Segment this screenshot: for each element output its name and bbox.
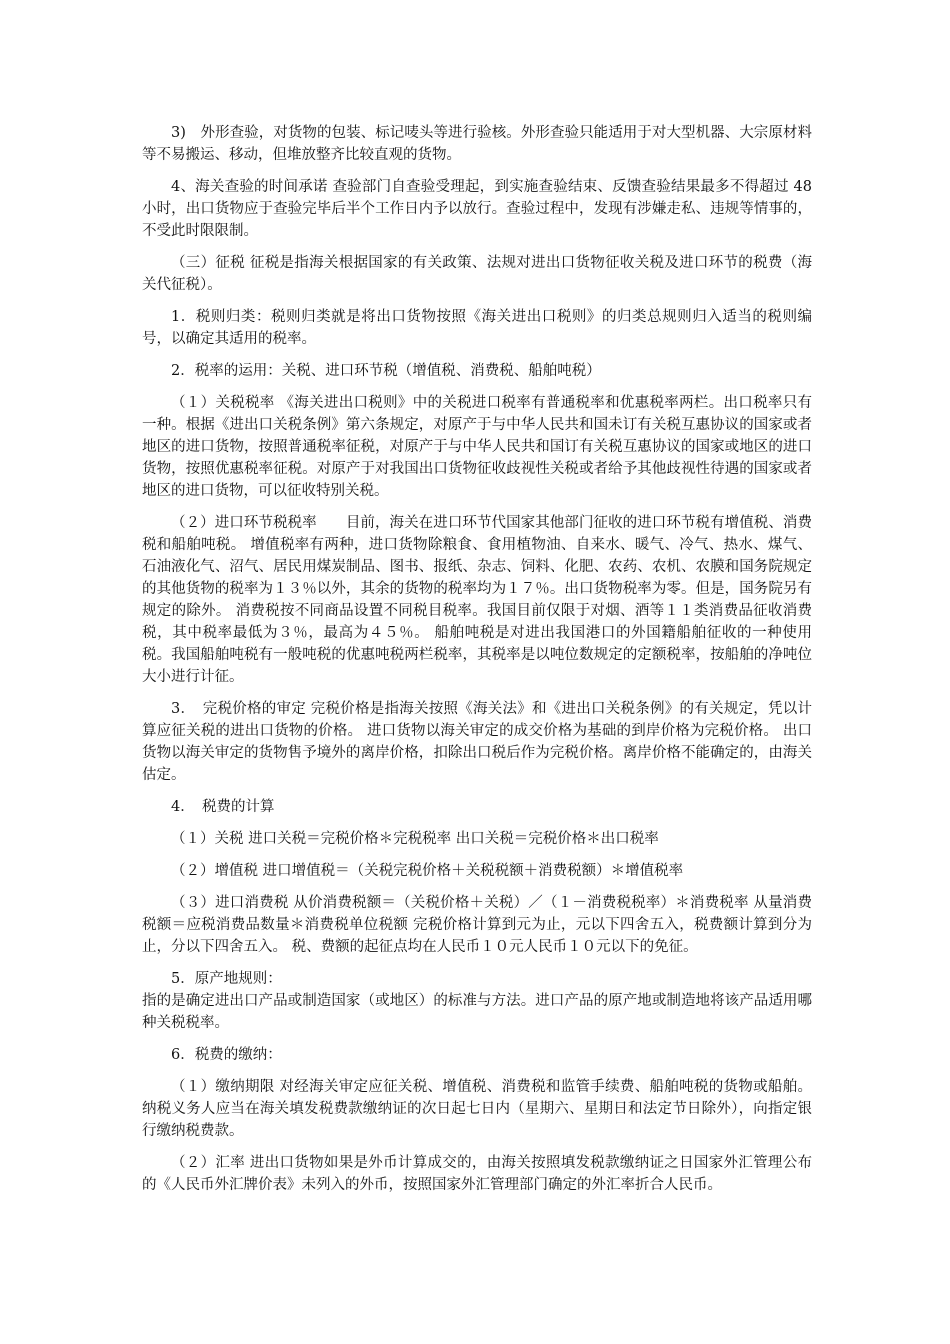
- paragraph-tax-payment-heading: 6．税费的缴纳：: [171, 1047, 282, 1063]
- paragraph-rules-of-origin: 指的是确定进出口产品或制造国家（或地区）的标准与方法。进口产品的原产地或制造地将该产品适用哪种关税税率。: [142, 993, 812, 1031]
- paragraph-tariff-rate: （１）关税税率 《海关进出口税则》中的关税进口税率有普通税率和优惠税率两栏。出口税率只有一种。根据《进出口关税条例》第六条规定，对原产于与中华人民共和国未订有关税互惠协议的国家或者地区的进口货物，按照普通税率征税，对原产于与中华人民共和国订有关税互惠协议的国家或地区的进口货物，按照优惠税率征税。对原产于对我国出口货物征收歧视性关税或者给予其他歧视性待遇的国家或者地区的进口货物，可以征收特别关税。: [142, 395, 812, 499]
- paragraph-tax-calculation-heading: 4． 税费的计算: [171, 799, 275, 815]
- paragraph-inspection-time: 4、海关查验的时间承诺 查验部门自查验受理起，到实施查验结束、反馈查验结果最多不得超过 48 小时，出口货物应于查验完毕后半个工作日内予以放行。查验过程中，发现有涉嫌走私、违规等情事的，不受此时限限制。: [142, 179, 812, 239]
- paragraph-appearance-inspection: 3) 外形查验，对货物的包装、标记唛头等进行验核。外形查验只能适用于对大型机器、大宗原材料等不易搬运、移动，但堆放整齐比较直观的货物。: [142, 125, 812, 163]
- paragraph-exchange-rate: （２）汇率 进出口货物如果是外币计算成交的，由海关按照填发税款缴纳证之日国家外汇管理公布的《人民币外汇牌价表》未列入的外币，按照国家外汇管理部门确定的外汇率折合人民币。: [142, 1155, 812, 1193]
- paragraph-consumption-tax-formula: （３）进口消费税 从价消费税额＝（关税价格＋关税）／（１－消费税税率）＊消费税率 从量消费税额＝应税消费品数量＊消费税单位税额 完税价格计算到元为止，元以下四舍五入，税费额计算到分为止，分以下四舍五入。 税、费额的起征点均在人民币１０元人民币１０元以下的免征。: [142, 895, 812, 955]
- paragraph-taxation-heading: （三）征税 征税是指海关根据国家的有关政策、法规对进出口货物征收关税及进口环节的税费（海关代征税）。: [142, 255, 812, 293]
- paragraph-rules-of-origin-heading: 5．原产地规则：: [171, 971, 282, 987]
- paragraph-dutiable-value: 3． 完税价格的审定 完税价格是指海关按照《海关法》和《进出口关税条例》的有关规定，凭以计算应征关税的进出口货物的价格。 进口货物以海关审定的成交价格为基础的到岸价格为完税价格。 出口货物以海关审定的货物售予境外的离岸价格，扣除出口税后作为完税价格。离岸价格不能确定的，由海关估定。: [142, 701, 812, 783]
- paragraph-import-stage-tax-rate: （２）进口环节税税率 目前，海关在进口环节代国家其他部门征收的进口环节税有增值税、消费税和船舶吨税。 增值税率有两种，进口货物除粮食、食用植物油、自来水、暖气、冷气、热水、煤气、石油液化气、沼气、居民用煤炭制品、图书、报纸、杂志、饲料、化肥、农药、农机、农膜和国务院规定的其他货物的税率为１３％以外，其余的货物的税率均为１７％。出口货物税率为零。但是，国务院另有规定的除外。 消费税按不同商品设置不同税目税率。我国目前仅限于对烟、酒等１１类消费品征收消费税，其中税率最低为３％，最高为４５％。 船舶吨税是对进出我国港口的外国籍船舶征收的一种使用税。我国船舶吨税有一般吨税的优惠吨税两栏税率，其税率是以吨位数规定的定额税率，按船舶的净吨位大小进行计征。: [142, 515, 812, 685]
- paragraph-payment-deadline: （１）缴纳期限 对经海关审定应征关税、增值税、消费税和监管手续费、船舶吨税的货物或船舶。纳税义务人应当在海关填发税费款缴纳证的次日起七日内（星期六、星期日和法定节日除外），向指定银行缴纳税费款。: [142, 1079, 812, 1139]
- paragraph-tax-rate-application: 2．税率的运用：关税、进口环节税（增值税、消费税、船舶吨税）: [171, 363, 601, 379]
- paragraph-vat-formula: （２）增值税 进口增值税＝（关税完税价格＋关税税额＋消费税额）＊增值税率: [171, 863, 684, 879]
- paragraph-tariff-formula: （１）关税 进口关税＝完税价格＊完税税率 出口关税＝完税价格＊出口税率: [171, 831, 659, 847]
- document-page: [142, 122, 812, 1206]
- paragraph-tariff-classification: 1．税则归类：税则归类就是将出口货物按照《海关进出口税则》的归类总规则归入适当的税则编号，以确定其适用的税率。: [142, 309, 812, 347]
